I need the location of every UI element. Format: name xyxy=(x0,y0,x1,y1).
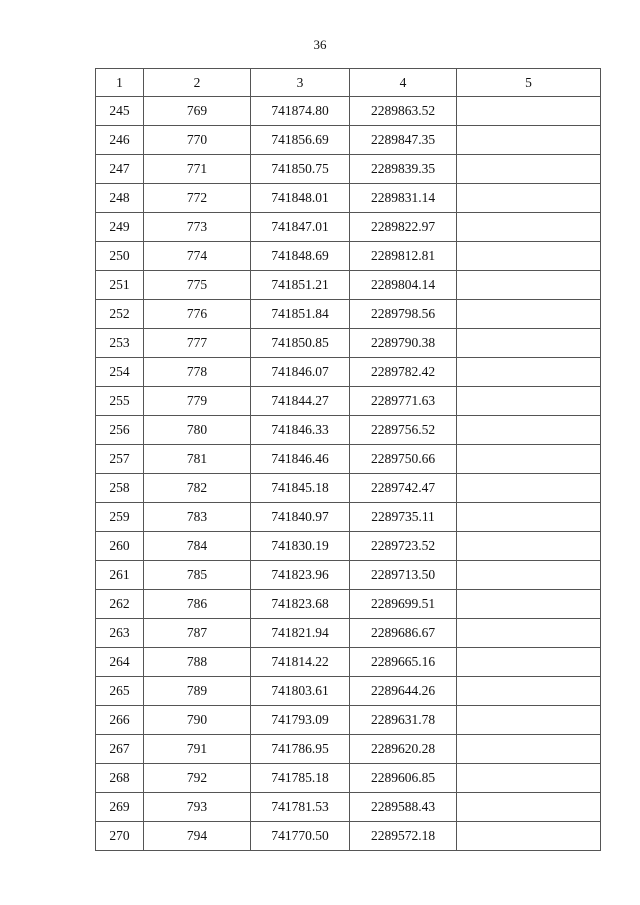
table-row xyxy=(96,706,601,735)
table-row xyxy=(96,532,601,561)
column-header: 5 xyxy=(457,69,601,97)
x-coordinate-cell: 741851.84 xyxy=(251,300,350,329)
point-id-cell: 774 xyxy=(144,242,251,271)
point-id-cell: 777 xyxy=(144,329,251,358)
point-number-cell: 250 xyxy=(96,242,144,271)
x-coordinate-cell: 741793.09 xyxy=(251,706,350,735)
table-row xyxy=(96,329,601,358)
point-number-cell: 262 xyxy=(96,590,144,619)
column-header: 1 xyxy=(96,69,144,97)
note-cell xyxy=(457,648,601,677)
x-coordinate-cell: 741851.21 xyxy=(251,271,350,300)
point-id-cell: 787 xyxy=(144,619,251,648)
x-coordinate-cell: 741846.46 xyxy=(251,445,350,474)
point-number-cell: 265 xyxy=(96,677,144,706)
note-cell xyxy=(457,97,601,126)
note-cell xyxy=(457,126,601,155)
x-coordinate-cell: 741821.94 xyxy=(251,619,350,648)
table-row xyxy=(96,271,601,300)
point-id-cell: 771 xyxy=(144,155,251,184)
y-coordinate-cell: 2289588.43 xyxy=(350,793,457,822)
x-coordinate-cell: 741846.33 xyxy=(251,416,350,445)
table-row xyxy=(96,387,601,416)
point-number-cell: 268 xyxy=(96,764,144,793)
table-row xyxy=(96,300,601,329)
y-coordinate-cell: 2289863.52 xyxy=(350,97,457,126)
note-cell xyxy=(457,532,601,561)
x-coordinate-cell: 741848.01 xyxy=(251,184,350,213)
y-coordinate-cell: 2289822.97 xyxy=(350,213,457,242)
x-coordinate-cell: 741848.69 xyxy=(251,242,350,271)
note-cell xyxy=(457,793,601,822)
table-row xyxy=(96,155,601,184)
point-id-cell: 793 xyxy=(144,793,251,822)
point-id-cell: 775 xyxy=(144,271,251,300)
point-id-cell: 781 xyxy=(144,445,251,474)
table-row xyxy=(96,503,601,532)
y-coordinate-cell: 2289798.56 xyxy=(350,300,457,329)
point-id-cell: 791 xyxy=(144,735,251,764)
point-number-cell: 251 xyxy=(96,271,144,300)
point-id-cell: 792 xyxy=(144,764,251,793)
point-number-cell: 254 xyxy=(96,358,144,387)
point-id-cell: 773 xyxy=(144,213,251,242)
x-coordinate-cell: 741844.27 xyxy=(251,387,350,416)
y-coordinate-cell: 2289782.42 xyxy=(350,358,457,387)
point-number-cell: 259 xyxy=(96,503,144,532)
point-id-cell: 769 xyxy=(144,97,251,126)
x-coordinate-cell: 741847.01 xyxy=(251,213,350,242)
x-coordinate-cell: 741845.18 xyxy=(251,474,350,503)
point-number-cell: 267 xyxy=(96,735,144,764)
note-cell xyxy=(457,416,601,445)
note-cell xyxy=(457,329,601,358)
point-id-cell: 770 xyxy=(144,126,251,155)
point-id-cell: 785 xyxy=(144,561,251,590)
point-id-cell: 778 xyxy=(144,358,251,387)
y-coordinate-cell: 2289686.67 xyxy=(350,619,457,648)
note-cell xyxy=(457,503,601,532)
point-number-cell: 247 xyxy=(96,155,144,184)
y-coordinate-cell: 2289790.38 xyxy=(350,329,457,358)
point-id-cell: 788 xyxy=(144,648,251,677)
x-coordinate-cell: 741814.22 xyxy=(251,648,350,677)
note-cell xyxy=(457,445,601,474)
table-row xyxy=(96,735,601,764)
x-coordinate-cell: 741830.19 xyxy=(251,532,350,561)
table-row xyxy=(96,590,601,619)
note-cell xyxy=(457,590,601,619)
column-header: 2 xyxy=(144,69,251,97)
point-id-cell: 786 xyxy=(144,590,251,619)
table-row xyxy=(96,474,601,503)
point-number-cell: 270 xyxy=(96,822,144,851)
table-row xyxy=(96,677,601,706)
column-header: 4 xyxy=(350,69,457,97)
note-cell xyxy=(457,706,601,735)
note-cell xyxy=(457,764,601,793)
point-number-cell: 266 xyxy=(96,706,144,735)
table-row xyxy=(96,561,601,590)
point-number-cell: 249 xyxy=(96,213,144,242)
y-coordinate-cell: 2289606.85 xyxy=(350,764,457,793)
y-coordinate-cell: 2289723.52 xyxy=(350,532,457,561)
y-coordinate-cell: 2289750.66 xyxy=(350,445,457,474)
x-coordinate-cell: 741781.53 xyxy=(251,793,350,822)
point-id-cell: 776 xyxy=(144,300,251,329)
point-id-cell: 780 xyxy=(144,416,251,445)
x-coordinate-cell: 741786.95 xyxy=(251,735,350,764)
table-row xyxy=(96,358,601,387)
x-coordinate-cell: 741770.50 xyxy=(251,822,350,851)
coordinates-table-body xyxy=(96,69,601,851)
note-cell xyxy=(457,561,601,590)
note-cell xyxy=(457,213,601,242)
table-row xyxy=(96,793,601,822)
y-coordinate-cell: 2289839.35 xyxy=(350,155,457,184)
note-cell xyxy=(457,184,601,213)
y-coordinate-cell: 2289804.14 xyxy=(350,271,457,300)
page-number: 36 xyxy=(313,37,327,52)
x-coordinate-cell: 741840.97 xyxy=(251,503,350,532)
table-row xyxy=(96,822,601,851)
point-number-cell: 257 xyxy=(96,445,144,474)
point-number-cell: 253 xyxy=(96,329,144,358)
x-coordinate-cell: 741874.80 xyxy=(251,97,350,126)
x-coordinate-cell: 741823.68 xyxy=(251,590,350,619)
y-coordinate-cell: 2289756.52 xyxy=(350,416,457,445)
note-cell xyxy=(457,474,601,503)
note-cell xyxy=(457,300,601,329)
column-header: 3 xyxy=(251,69,350,97)
point-id-cell: 784 xyxy=(144,532,251,561)
note-cell xyxy=(457,271,601,300)
table-row xyxy=(96,97,601,126)
point-number-cell: 263 xyxy=(96,619,144,648)
x-coordinate-cell: 741785.18 xyxy=(251,764,350,793)
x-coordinate-cell: 741803.61 xyxy=(251,677,350,706)
y-coordinate-cell: 2289735.11 xyxy=(350,503,457,532)
point-number-cell: 264 xyxy=(96,648,144,677)
point-number-cell: 255 xyxy=(96,387,144,416)
note-cell xyxy=(457,155,601,184)
table-row xyxy=(96,242,601,271)
point-id-cell: 794 xyxy=(144,822,251,851)
note-cell xyxy=(457,387,601,416)
y-coordinate-cell: 2289847.35 xyxy=(350,126,457,155)
point-id-cell: 782 xyxy=(144,474,251,503)
table-row xyxy=(96,184,601,213)
note-cell xyxy=(457,735,601,764)
point-number-cell: 261 xyxy=(96,561,144,590)
x-coordinate-cell: 741846.07 xyxy=(251,358,350,387)
y-coordinate-cell: 2289771.63 xyxy=(350,387,457,416)
coordinates-table xyxy=(95,68,601,851)
point-number-cell: 260 xyxy=(96,532,144,561)
y-coordinate-cell: 2289572.18 xyxy=(350,822,457,851)
x-coordinate-cell: 741823.96 xyxy=(251,561,350,590)
point-number-cell: 258 xyxy=(96,474,144,503)
note-cell xyxy=(457,822,601,851)
y-coordinate-cell: 2289699.51 xyxy=(350,590,457,619)
point-number-cell: 252 xyxy=(96,300,144,329)
point-number-cell: 245 xyxy=(96,97,144,126)
point-id-cell: 783 xyxy=(144,503,251,532)
y-coordinate-cell: 2289812.81 xyxy=(350,242,457,271)
note-cell xyxy=(457,619,601,648)
x-coordinate-cell: 741850.75 xyxy=(251,155,350,184)
note-cell xyxy=(457,358,601,387)
point-id-cell: 789 xyxy=(144,677,251,706)
table-header-row xyxy=(96,69,601,97)
table-row xyxy=(96,213,601,242)
y-coordinate-cell: 2289631.78 xyxy=(350,706,457,735)
y-coordinate-cell: 2289831.14 xyxy=(350,184,457,213)
point-id-cell: 779 xyxy=(144,387,251,416)
table-row xyxy=(96,126,601,155)
y-coordinate-cell: 2289713.50 xyxy=(350,561,457,590)
table-row xyxy=(96,416,601,445)
point-number-cell: 256 xyxy=(96,416,144,445)
y-coordinate-cell: 2289644.26 xyxy=(350,677,457,706)
point-id-cell: 790 xyxy=(144,706,251,735)
x-coordinate-cell: 741856.69 xyxy=(251,126,350,155)
point-number-cell: 248 xyxy=(96,184,144,213)
x-coordinate-cell: 741850.85 xyxy=(251,329,350,358)
note-cell xyxy=(457,242,601,271)
note-cell xyxy=(457,677,601,706)
y-coordinate-cell: 2289742.47 xyxy=(350,474,457,503)
y-coordinate-cell: 2289665.16 xyxy=(350,648,457,677)
table-row xyxy=(96,764,601,793)
point-number-cell: 269 xyxy=(96,793,144,822)
y-coordinate-cell: 2289620.28 xyxy=(350,735,457,764)
table-row xyxy=(96,445,601,474)
point-id-cell: 772 xyxy=(144,184,251,213)
point-number-cell: 246 xyxy=(96,126,144,155)
table-row xyxy=(96,648,601,677)
table-row xyxy=(96,619,601,648)
